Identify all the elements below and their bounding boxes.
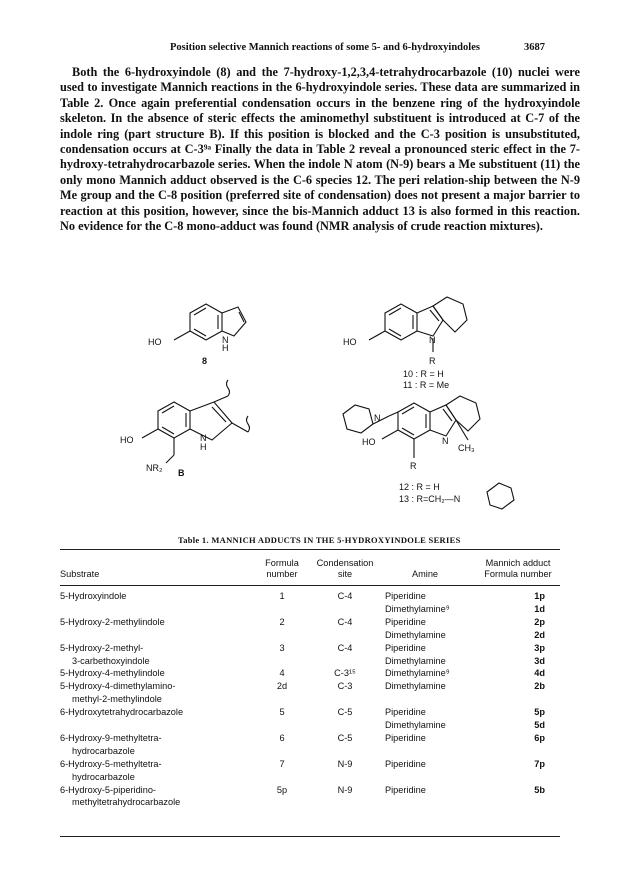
substrate-cell: hydrocarbazole xyxy=(72,771,135,782)
substrate-cell: 6-Hydroxy-5-methyltetra- xyxy=(60,758,162,769)
substrate-cell: 5-Hydroxy-4-dimethylamino- xyxy=(60,681,176,692)
condensation-site-cell: N-9 xyxy=(337,758,353,769)
amine-cell: Piperidine xyxy=(385,784,426,795)
table-top-rule xyxy=(60,549,560,550)
col-header-amine: Amine xyxy=(412,569,439,579)
substrate-cell: 3-carbethoxyindole xyxy=(72,655,150,666)
table-header-rule xyxy=(60,585,560,586)
formula-number-cell: 7 xyxy=(279,758,285,769)
substrate-cell: methyltetrahydrocarbazole xyxy=(72,797,181,808)
amine-cell: Piperidine xyxy=(385,707,426,718)
formula-number-cell: 5 xyxy=(279,707,285,718)
col-header-cond-1: Condensation xyxy=(316,558,374,568)
s12-ho: HO xyxy=(362,437,376,447)
amine-cell: Dimethylamine⁹ xyxy=(385,603,450,614)
table-caption xyxy=(178,535,461,545)
col-header-substrate: Substrate xyxy=(60,569,100,579)
s10-ho: HO xyxy=(343,337,357,347)
amine-cell: Dimethylamine xyxy=(385,629,446,640)
substrate-cell: hydrocarbazole xyxy=(72,745,135,756)
structure-8 xyxy=(174,304,246,340)
substrate-cell: 6-Hydroxy-5-piperidino- xyxy=(60,784,156,795)
running-title: Position selective Mannich reactions of some 5- and 6-hydroxyindoles xyxy=(170,42,480,53)
col-header-formula-2: number xyxy=(266,569,298,579)
mannich-adduct-cell: 5p xyxy=(534,707,545,718)
condensation-site-cell: C-4 xyxy=(337,616,353,627)
s8-number: 8 xyxy=(202,356,208,366)
s12-pip-n: N xyxy=(374,413,381,423)
s10-label-2: 11 : R = Me xyxy=(403,380,450,390)
table-caption-text: MANNICH ADDUCTS IN THE 5-HYDROXYINDOLE SERIES xyxy=(211,535,461,545)
condensation-site-cell: C-4 xyxy=(337,591,353,601)
formula-number-cell: 2d xyxy=(276,681,288,692)
substrate-cell: methyl-2-methylindole xyxy=(72,694,162,705)
formula-number-cell: 2 xyxy=(279,616,285,627)
s10-label-1: 10 : R = H xyxy=(403,369,444,379)
mannich-adduct-cell: 2b xyxy=(534,681,545,692)
condensation-site-cell: C-3¹⁵ xyxy=(334,668,356,679)
amine-cell: Piperidine xyxy=(385,642,426,653)
condensation-site-cell: C-4 xyxy=(337,642,353,653)
body-paragraph: Both the 6-hydroxyindole (8) and the 7-hydroxy-1,2,3,4-tetrahydrocarbazole (10) nuclei were used to investigate Mannich reactions in the 6-hydroxyindole series. These data are summarized in Table 2. Once again preferential condensation occurs in the benzene ring of the hydroxyindole skeleton. In the absence of steric effects the aminomethyl substituent is introduced at C-7 of the indole ring (part structure B). If this position is blocked and the C-3 position is unsubstituted, condensation occurs at C-3⁹ᵃ Finally the data in Table 2 reveal a pronounced steric effect in the 7-hydroxy-tetrahydrocarbazole series. When the indole N atom (N-9) bears a Me substituent (11) the only mono Mannich adduct observed is the C-6 species 12. The peri relation-ship between the N-9 Me group and the C-8 position (preferred site of condensation) does not present a major barrier to reaction at this position, however, since the bis-Mannich adduct 13 is also formed in this reaction. No evidence for the C-8 mono-adduct was found (NMR analysis of crude reaction mixtures). xyxy=(60,65,580,234)
s8-n: N xyxy=(222,335,229,345)
col-header-adduct-1: Mannich adduct xyxy=(485,558,551,568)
sb-label: B xyxy=(178,468,185,478)
sb-ho: HO xyxy=(120,435,134,445)
mannich-adduct-cell: 3p xyxy=(534,642,545,653)
col-header-condensation xyxy=(312,558,378,580)
s8-h: H xyxy=(222,343,229,353)
substrate-cell: 6-Hydroxytetrahydrocarbazole xyxy=(60,707,184,718)
col-header-formula-1: Formula xyxy=(265,558,299,568)
s8-ho: HO xyxy=(148,337,162,347)
mannich-adduct-cell: 1p xyxy=(534,591,545,601)
table-caption-label: Table 1. xyxy=(178,535,209,545)
s12-r: R xyxy=(410,461,417,471)
structure-b xyxy=(142,380,250,463)
amine-cell: Piperidine xyxy=(385,591,426,601)
condensation-site-cell: C-5 xyxy=(337,732,353,743)
amine-cell: Dimethylamine xyxy=(385,720,446,730)
col-header-cond-2: site xyxy=(337,569,353,579)
col-header-adduct-2: Formula number xyxy=(484,569,552,579)
amine-cell: Dimethylamine xyxy=(385,681,446,692)
amine-cell: Dimethylamine⁹ xyxy=(385,668,450,679)
s12-label-2: 13 : R=CH₂—N xyxy=(399,494,461,504)
formula-number-cell: 5p xyxy=(276,784,288,795)
substrate-cell: 5-Hydroxy-2-methylindole xyxy=(60,616,165,627)
amine-cell: Piperidine xyxy=(385,732,426,743)
substrate-cell: 5-Hydroxy-4-methylindole xyxy=(60,668,165,679)
mannich-adduct-cell: 4d xyxy=(534,668,545,679)
col-header-formula xyxy=(255,558,309,580)
mannich-adduct-cell: 2p xyxy=(534,616,545,627)
table-bottom-rule xyxy=(60,836,560,837)
substrate-cell: 5-Hydroxy-2-methyl- xyxy=(60,642,144,653)
s10-r: R xyxy=(429,356,436,366)
mannich-adduct-cell: 5b xyxy=(534,784,545,795)
mannich-adduct-cell: 5d xyxy=(534,720,545,730)
amine-cell: Piperidine xyxy=(385,758,426,769)
piperidine-ring xyxy=(487,483,514,509)
sb-nr2: NR₂ xyxy=(146,463,163,473)
s10-n: N xyxy=(429,335,436,345)
amine-cell: Piperidine xyxy=(385,616,426,627)
condensation-site-cell: N-9 xyxy=(337,784,353,795)
formula-number-cell: 3 xyxy=(279,642,285,653)
sb-n: N xyxy=(200,433,207,443)
formula-number-cell: 1 xyxy=(279,591,285,601)
sb-h: H xyxy=(200,442,207,452)
mannich-adduct-cell: 3d xyxy=(534,655,545,666)
s12-ch3: CH₃ xyxy=(458,443,475,453)
structure-10 xyxy=(369,297,467,352)
mannich-adduct-cell: 7p xyxy=(534,758,545,769)
page-number: 3687 xyxy=(524,42,545,53)
s12-n: N xyxy=(442,436,449,446)
mannich-adduct-cell: 1d xyxy=(534,603,545,614)
substrate-cell: 6-Hydroxy-9-methyltetra- xyxy=(60,732,162,743)
substrate-cell: 5-Hydroxyindole xyxy=(60,591,127,601)
formula-number-cell: 4 xyxy=(279,668,285,679)
condensation-site-cell: C-3 xyxy=(337,681,353,692)
s12-label-1: 12 : R = H xyxy=(399,482,440,492)
amine-cell: Dimethylamine xyxy=(385,655,446,666)
col-header-adduct xyxy=(472,558,564,580)
mannich-adduct-cell: 6p xyxy=(534,732,545,743)
formula-number-cell: 6 xyxy=(279,732,285,743)
condensation-site-cell: C-5 xyxy=(337,707,353,718)
mannich-adduct-cell: 2d xyxy=(534,629,545,640)
